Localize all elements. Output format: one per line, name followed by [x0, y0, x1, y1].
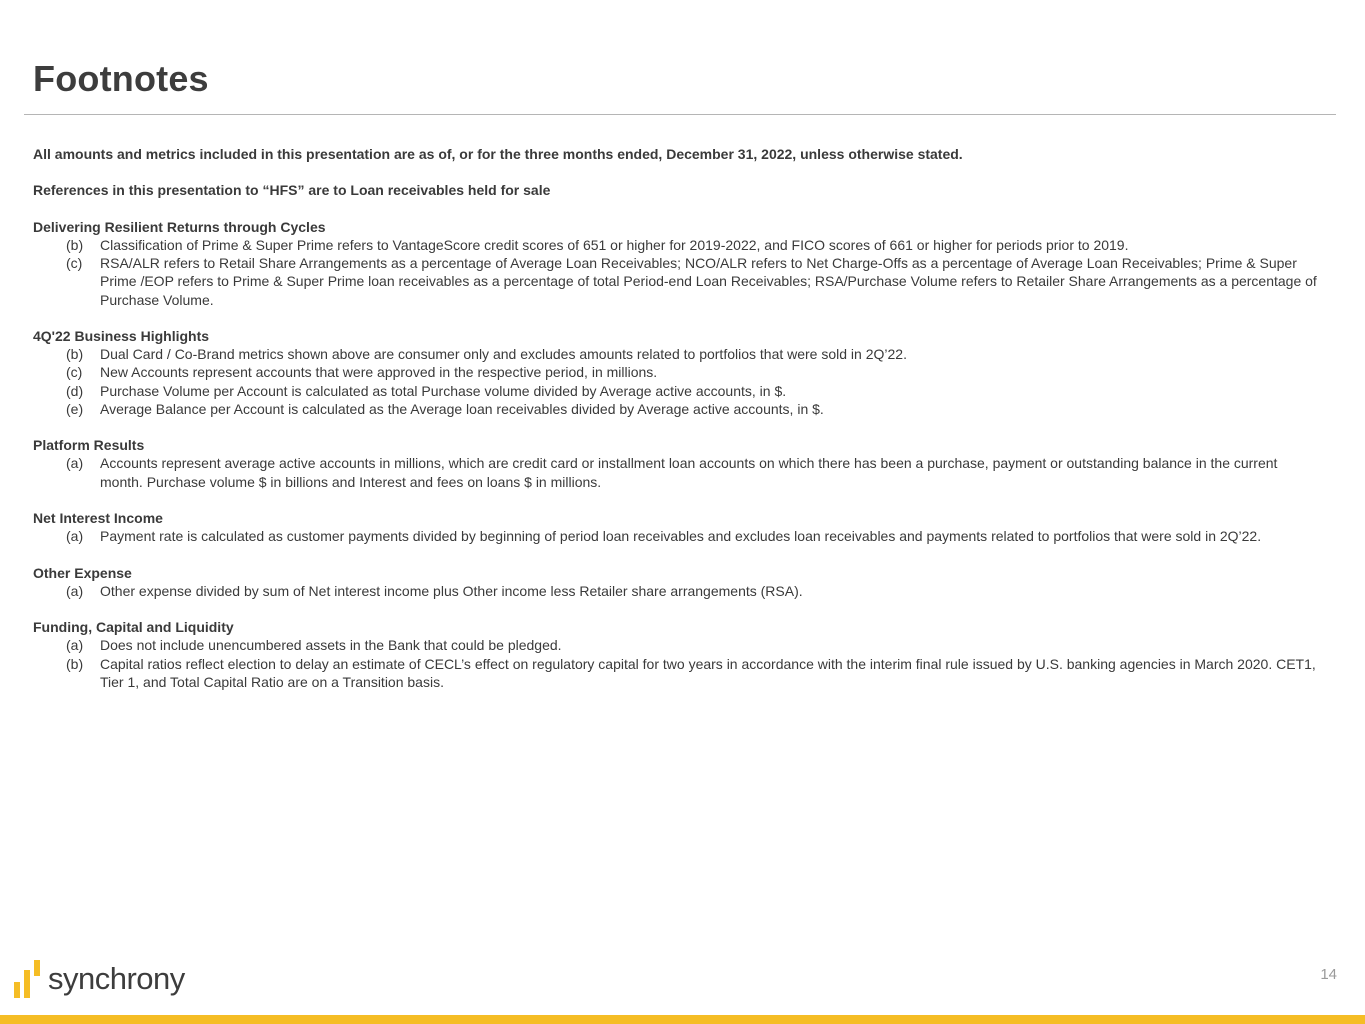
footnote-item	[33, 236, 1323, 254]
footnote-label: (a)	[66, 455, 84, 472]
synchrony-logo	[14, 958, 185, 998]
footnote-item	[33, 254, 1323, 309]
footnote-label: (b)	[66, 346, 84, 363]
footnote-list	[33, 636, 1323, 691]
footnote-item	[33, 400, 1323, 418]
footnote-item	[33, 527, 1323, 545]
footnote-text: Accounts represent average active accounts in millions, which are credit card or installment loan accounts on which there has been a purchase, payment or outstanding balance in the current month. Purchase volume $ in billions and Interest and fees on loans $ in millions.	[100, 455, 1278, 490]
footnote-text: Classification of Prime & Super Prime refers to VantageScore credit scores of 651 or higher for 2019-2022, and FICO scores of 661 or higher for periods prior to 2019.	[100, 236, 1129, 253]
footnote-label: (d)	[66, 382, 84, 399]
section-heading: Platform Results	[33, 437, 145, 454]
footnote-label: (b)	[66, 655, 84, 672]
section-platform-results	[33, 436, 1323, 491]
title-divider	[24, 114, 1336, 115]
footnote-list	[33, 582, 1323, 600]
section-business-highlights	[33, 327, 1323, 418]
section-heading: Other Expense	[33, 564, 132, 581]
footnote-list	[33, 527, 1323, 545]
synchrony-bars-icon	[14, 960, 42, 998]
footer-accent-bar	[0, 1015, 1365, 1024]
footnote-list	[33, 345, 1323, 418]
footnote-label: (a)	[66, 528, 84, 545]
footnotes-body	[33, 145, 1323, 709]
footnote-item	[33, 454, 1323, 490]
footnote-item	[33, 582, 1323, 600]
footnote-label: (b)	[66, 236, 84, 253]
footnote-list	[33, 454, 1323, 490]
footnote-item	[33, 655, 1323, 691]
section-other-expense	[33, 564, 1323, 600]
footnote-label: (c)	[66, 255, 83, 272]
footnote-text: Purchase Volume per Account is calculated as total Purchase volume divided by Average active accounts, in $.	[100, 382, 787, 399]
section-funding-capital-liquidity	[33, 618, 1323, 691]
section-resilient-returns	[33, 218, 1323, 309]
footnote-text: Average Balance per Account is calculated as the Average loan receivables divided by Average active accounts, in $.	[100, 400, 824, 417]
footnote-label: (c)	[66, 364, 83, 381]
footnote-item	[33, 363, 1323, 381]
footnote-text: New Accounts represent accounts that were approved in the respective period, in millions.	[100, 364, 658, 381]
intro-statement: All amounts and metrics included in this presentation are as of, or for the three months ended, December 31, 2022, unless otherwise stated.	[33, 146, 963, 162]
footnote-list	[33, 236, 1323, 309]
footnote-text: Dual Card / Co-Brand metrics shown above are consumer only and excludes amounts related to portfolios that were sold in 2Q’22.	[100, 346, 907, 363]
footnote-label: (a)	[66, 637, 84, 654]
footnote-text: RSA/ALR refers to Retail Share Arrangements as a percentage of Average Loan Receivables; NCO/ALR refers to Net Charge-Offs as a percentage of Average Loan Receivables; Prime & Super Prime /EOP refers to Prime & Super Prime loan receivables as a percentage of total Period-end Loan Receivables; RSA/Purchase Volume refers to Retailer Share Arrangements as a percentage of Purchase Volume.	[100, 255, 1317, 308]
footnote-label: (e)	[66, 400, 84, 417]
footnote-item	[33, 636, 1323, 654]
section-net-interest-income	[33, 509, 1323, 545]
footnote-text: Other expense divided by sum of Net interest income plus Other income less Retailer share arrangements (RSA).	[100, 582, 803, 599]
brand-wordmark: synchrony	[48, 961, 185, 996]
page-title: Footnotes	[33, 58, 209, 99]
footnote-text: Does not include unencumbered assets in the Bank that could be pledged.	[100, 637, 562, 654]
footnote-text: Payment rate is calculated as customer payments divided by beginning of period loan receivables and excludes loan receivables and payments related to portfolios that were sold in 2Q’22.	[100, 528, 1262, 545]
section-heading: Funding, Capital and Liquidity	[33, 619, 234, 636]
page-number: 14	[1320, 966, 1337, 983]
footnote-item	[33, 345, 1323, 363]
section-heading: Delivering Resilient Returns through Cycles	[33, 218, 326, 235]
footnote-item	[33, 382, 1323, 400]
footnote-text: Capital ratios reflect election to delay an estimate of CECL’s effect on regulatory capital for two years in accordance with the interim final rule issued by U.S. banking agencies in March 2020. CET1, Tier 1, and Total Capital Ratio are on a Transition basis.	[100, 655, 1316, 690]
footnote-label: (a)	[66, 582, 84, 599]
section-heading: Net Interest Income	[33, 509, 163, 526]
section-heading: 4Q'22 Business Highlights	[33, 327, 210, 344]
intro-hfs-reference: References in this presentation to “HFS” are to Loan receivables held for sale	[33, 182, 551, 199]
